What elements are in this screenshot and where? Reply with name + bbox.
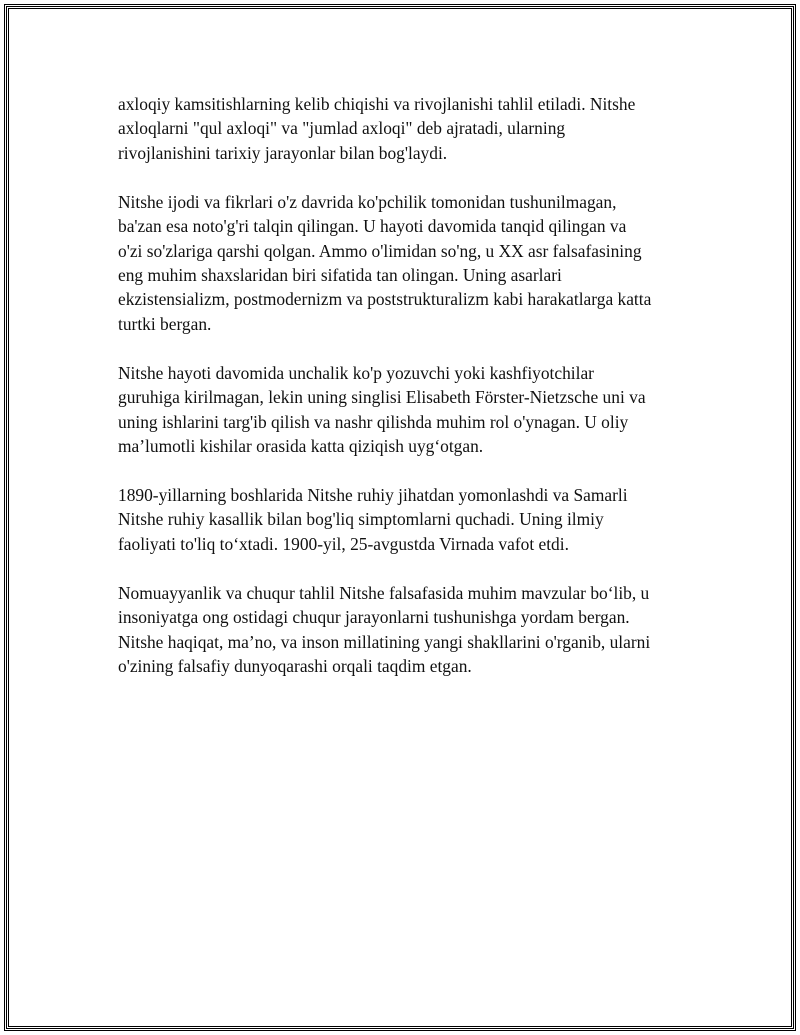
text-line: guruhiga kirilmagan, lekin uning singlisi Elisabeth Förster-Nietzsche uni va: [118, 387, 646, 408]
paragraph-2: [118, 190, 688, 336]
text-line: axloqlarni "qul axloqi" va "jumlad axloqi" deb ajratadi, ularning: [118, 118, 566, 139]
paragraph-4: [118, 483, 688, 556]
text-line: Nitshe ijodi va fikrlari o'z davrida ko'pchilik tomonidan tushunilmagan,: [118, 191, 617, 212]
text-line: Nitshe haqiqat, ma’no, va inson millatining yangi shakllarini o'rganib, ularni: [118, 631, 651, 652]
text-line: ma’lumotli kishilar orasida katta qiziqish uyg‘otgan.: [118, 436, 484, 457]
text-line: Nomuayyanlik va chuqur tahlil Nitshe falsafasida muhim mavzular bo‘lib, u: [118, 582, 650, 603]
text-line: Nitshe ruhiy kasallik bilan bog'liq simptomlarni quchadi. Uning ilmiy: [118, 509, 604, 530]
text-line: turtki bergan.: [118, 313, 212, 334]
text-line: ekzistensializm, postmodernizm va poststrukturalizm kabi harakatlarga katta: [118, 289, 652, 310]
text-line: o'zi so'zlariga qarshi qolgan. Ammo o'limidan so'ng, u XX asr falsafasining: [118, 240, 642, 261]
text-line: rivojlanishini tarixiy jarayonlar bilan bog'laydi.: [118, 142, 448, 163]
text-line: 1890-yillarning boshlarida Nitshe ruhiy jihatdan yomonlashdi va Samarli: [118, 485, 628, 506]
text-line: axloqiy kamsitishlarning kelib chiqishi va rivojlanishi tahlil etiladi. Nitshe: [118, 94, 636, 114]
text-line: eng muhim shaxslaridan biri sifatida tan olingan. Uning asarlari: [118, 265, 562, 286]
paragraph-3: [118, 361, 688, 459]
text-line: o'zining falsafiy dunyoqarashi orqali taqdim etgan.: [118, 656, 472, 677]
paragraph-1: [118, 92, 688, 165]
paragraph-5: [118, 581, 688, 679]
text-line: faoliyati to'liq to‘xtadi. 1900-yil, 25-avgustda Virnada vafot etdi.: [118, 533, 569, 554]
text-line: Nitshe hayoti davomida unchalik ko'p yozuvchi yoki kashfiyotchilar: [118, 362, 594, 383]
text-line: ba'zan esa noto'g'ri talqin qilingan. U hayoti davomida tanqid qilingan va: [118, 216, 627, 237]
text-line: insoniyatga ong ostidagi chuqur jarayonlarni tushunishga yordam bergan.: [118, 607, 630, 628]
document-body: [118, 92, 688, 703]
text-line: uning ishlarini targ'ib qilish va nashr qilishda muhim rol o'ynagan. U oliy: [118, 411, 629, 432]
